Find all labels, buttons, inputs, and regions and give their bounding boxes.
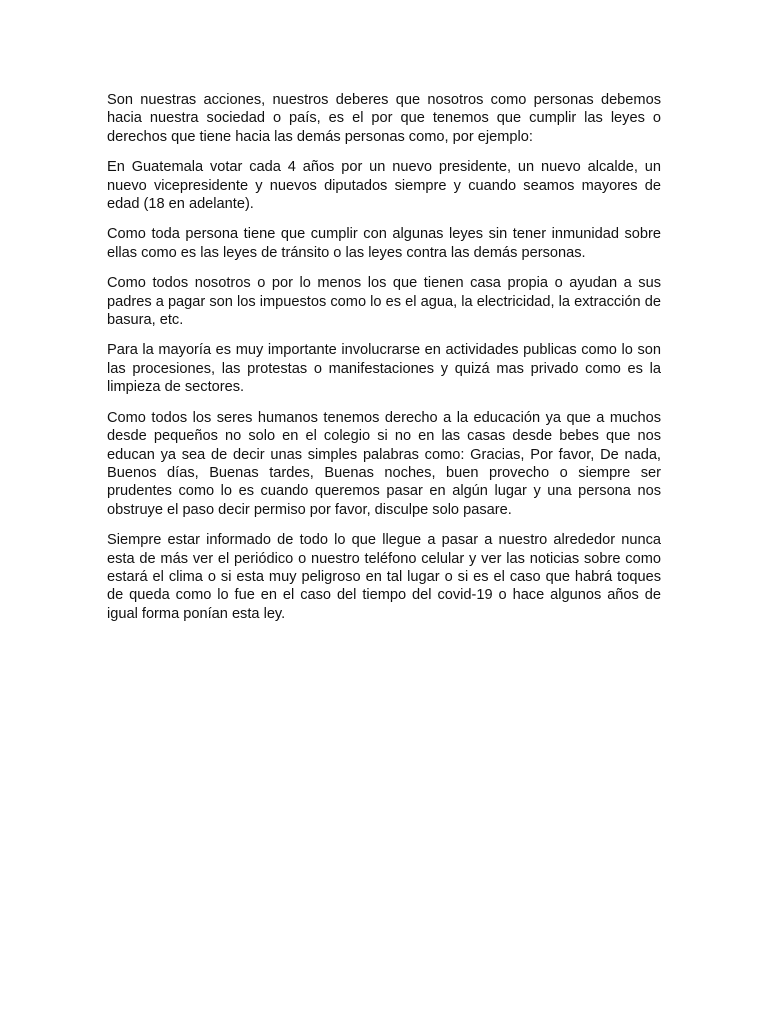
paragraph-5: Para la mayoría es muy importante involucrarse en actividades publicas como lo son las procesiones, las protestas o manifestaciones y quizá mas privado como es la limpieza de sectores. xyxy=(107,342,661,396)
paragraph-4: Como todos nosotros o por lo menos los que tienen casa propia o ayudan a sus padres a pagar son los impuestos como lo es el agua, la electricidad, la extracción de basura, etc. xyxy=(107,275,661,329)
paragraph-7: Siempre estar informado de todo lo que llegue a pasar a nuestro alrededor nunca esta de más ver el periódico o nuestro teléfono celular y ver las noticias sobre como estará el clima o si esta muy peligroso en tal lugar o si es el caso que habrá toques de queda como lo fue en el caso del tiempo del covid-19 o hace algunos años de igual forma ponían esta ley. xyxy=(107,532,661,622)
paragraph-2: En Guatemala votar cada 4 años por un nuevo presidente, un nuevo alcalde, un nuevo vicepresidente y nuevos diputados siempre y cuando seamos mayores de edad (18 en adelante). xyxy=(107,159,661,213)
paragraph-1: Son nuestras acciones, nuestros deberes que nosotros como personas debemos hacia nuestra sociedad o país, es el por que tenemos que cumplir las leyes o derechos que tiene hacia las demás personas como, por ejemplo: xyxy=(107,92,661,145)
document-body xyxy=(107,91,661,635)
paragraph-6: Como todos los seres humanos tenemos derecho a la educación ya que a muchos desde pequeños no solo en el colegio si no en las casas desde bebes que nos educan ya sea de decir unas simples palabras como: Gracias, Por favor, De nada, Buenos días, Buenas tardes, Buenas noches, buen provecho o siempre ser prudentes como lo es cuando queremos pasar en algún lugar y una persona nos obstruye el paso decir permiso por favor, disculpe solo pasare. xyxy=(107,409,661,518)
paragraph-3: Como toda persona tiene que cumplir con algunas leyes sin tener inmunidad sobre ellas como es las leyes de tránsito o las leyes contra las demás personas. xyxy=(107,226,661,261)
